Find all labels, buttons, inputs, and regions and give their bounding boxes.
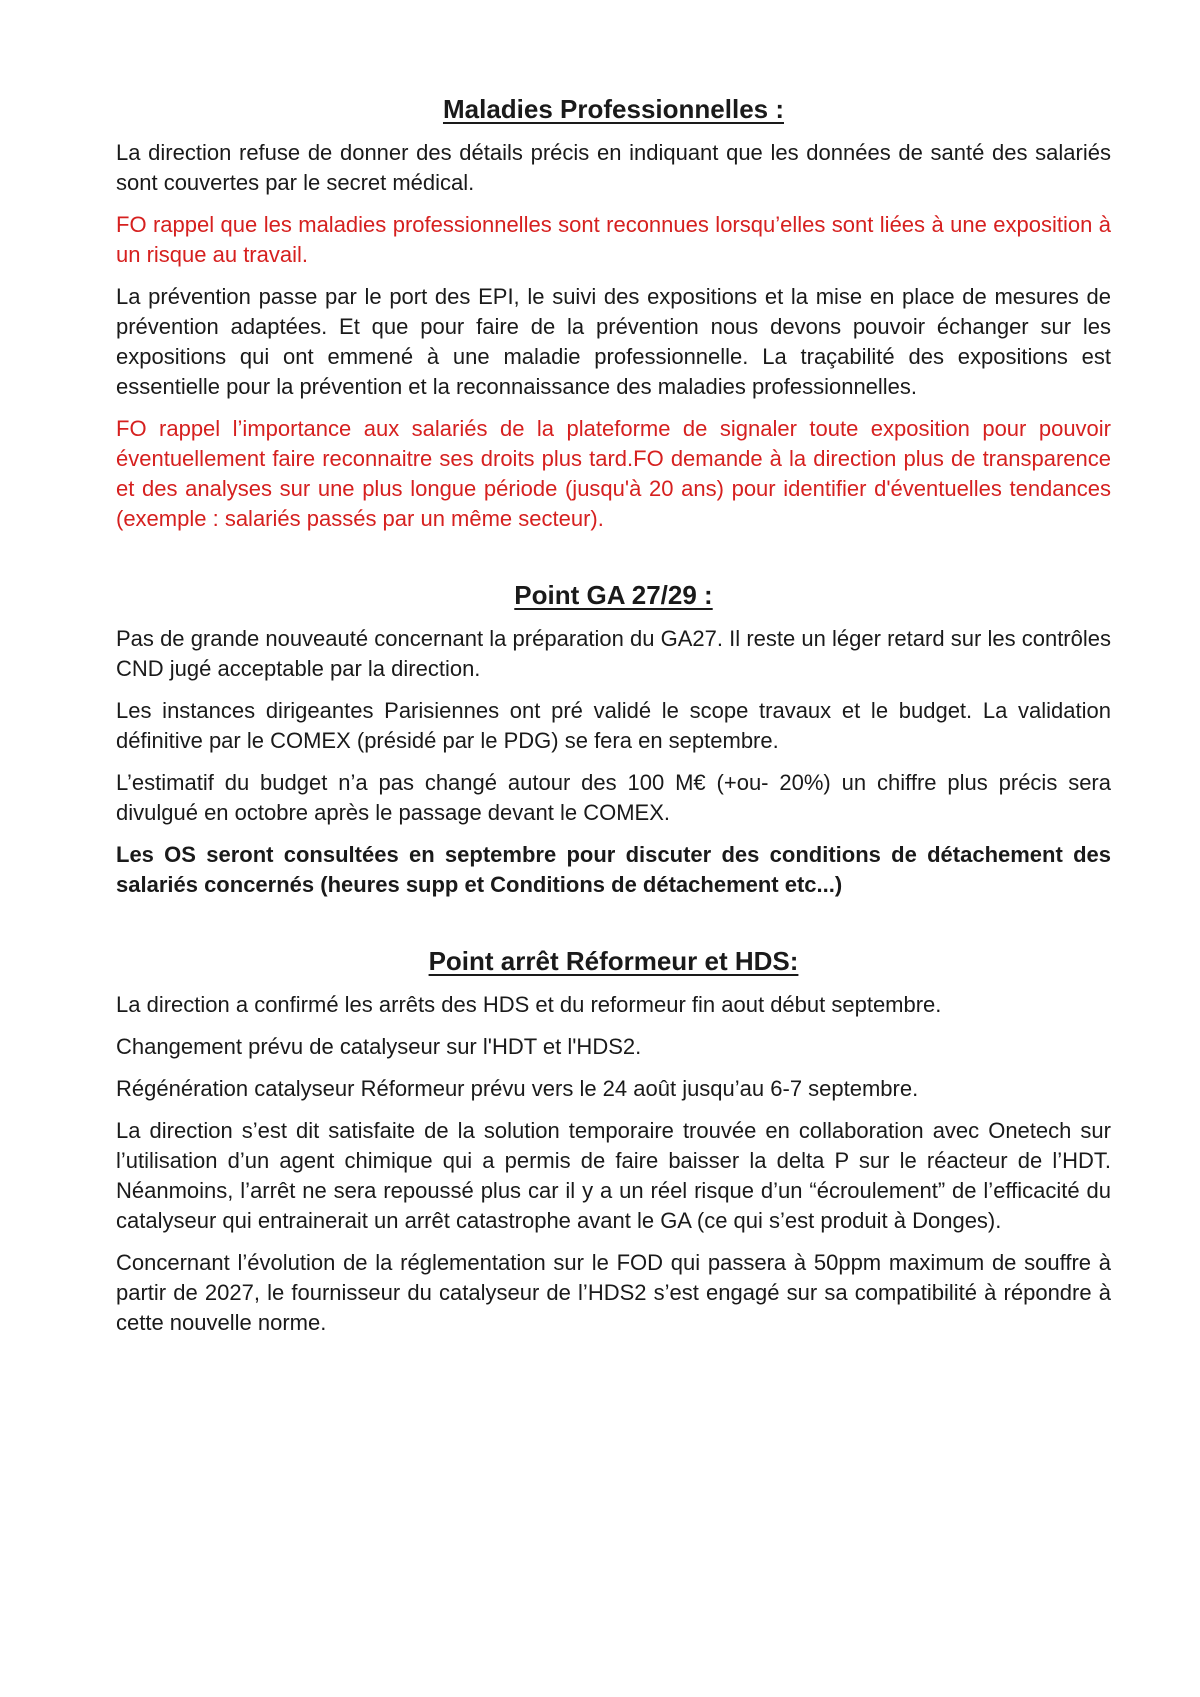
section-point-ga bbox=[116, 578, 1111, 900]
paragraph: La direction refuse de donner des détails précis en indiquant que les données de santé des salariés sont couvertes par le secret médical. bbox=[116, 140, 1111, 195]
paragraph: Changement prévu de catalyseur sur l'HDT et l'HDS2. bbox=[116, 1034, 642, 1059]
section-heading: Point GA 27/29 : bbox=[514, 580, 713, 610]
paragraph: La direction a confirmé les arrêts des HDS et du reformeur fin aout début septembre. bbox=[116, 992, 942, 1017]
paragraph: Les instances dirigeantes Parisiennes ont pré validé le scope travaux et le budget. La validation définitive par le COMEX (présidé par le PDG) se fera en septembre. bbox=[116, 698, 1111, 753]
section-point-arret-reformeur bbox=[116, 944, 1111, 1338]
paragraph-emphasis: Les OS seront consultées en septembre pour discuter des conditions de détachement des salariés concernés (heures supp et Conditions de détachement etc...) bbox=[116, 842, 1111, 897]
paragraph-fo-statement: FO rappel l’importance aux salariés de la plateforme de signaler toute exposition pour pouvoir éventuellement faire reconnaitre ses droits plus tard.FO demande à la direction plus de transparence et des analyses sur une plus longue période (jusqu'à 20 ans) pour identifier d'éventuelles tendances (exemple : salariés passés par un même secteur). bbox=[116, 416, 1111, 531]
paragraph-fo-statement: FO rappel que les maladies professionnelles sont reconnues lorsqu’elles sont liées à une exposition à un risque au travail. bbox=[116, 212, 1111, 267]
paragraph: L’estimatif du budget n’a pas changé autour des 100 M€ (+ou- 20%) un chiffre plus précis sera divulgué en octobre après le passage devant le COMEX. bbox=[116, 770, 1111, 825]
paragraph: Pas de grande nouveauté concernant la préparation du GA27. Il reste un léger retard sur les contrôles CND jugé acceptable par la direction. bbox=[116, 626, 1111, 681]
paragraph: La direction s’est dit satisfaite de la solution temporaire trouvée en collaboration avec Onetech sur l’utilisation d’un agent chimique qui a permis de faire baisser la delta P sur le réacteur de l’HDT. Néanmoins, l’arrêt ne sera repoussé plus car il y a un réel risque d’un “écroulement” de l’efficacité du catalyseur qui entrainerait un arrêt catastrophe avant le GA (ce qui s’est produit à Donges). bbox=[116, 1118, 1111, 1233]
section-heading: Point arrêt Réformeur et HDS: bbox=[428, 946, 799, 976]
paragraph: Concernant l’évolution de la réglementation sur le FOD qui passera à 50ppm maximum de souffre à partir de 2027, le fournisseur du catalyseur de l’HDS2 s’est engagé sur sa compatibilité à répondre à cette nouvelle norme. bbox=[116, 1250, 1111, 1335]
section-maladies-professionnelles bbox=[116, 92, 1111, 534]
paragraph: La prévention passe par le port des EPI, le suivi des expositions et la mise en place de mesures de prévention adaptées. Et que pour faire de la prévention nous devons pouvoir échanger sur les expositions qui ont emmené à une maladie professionnelle. La traçabilité des expositions est essentielle pour la prévention et la reconnaissance des maladies professionnelles. bbox=[116, 284, 1111, 399]
document-page bbox=[116, 92, 1111, 1350]
section-heading: Maladies Professionnelles : bbox=[442, 94, 784, 124]
paragraph: Régénération catalyseur Réformeur prévu vers le 24 août jusqu’au 6-7 septembre. bbox=[116, 1076, 919, 1101]
